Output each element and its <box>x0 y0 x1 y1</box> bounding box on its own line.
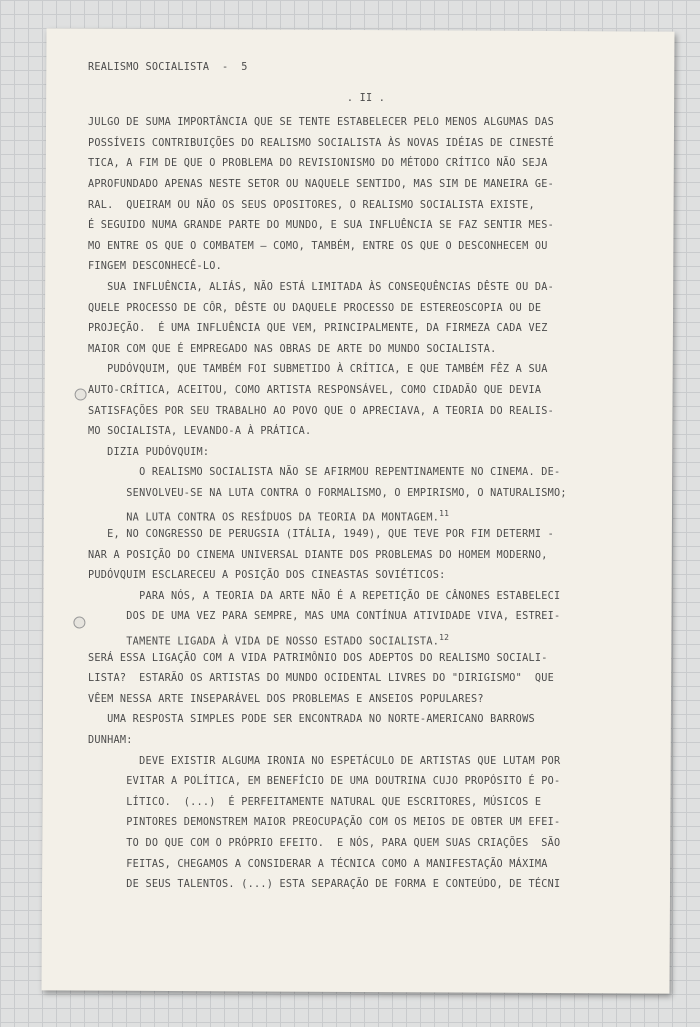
typed-text-block <box>88 58 644 896</box>
footnote-marker: 12 <box>439 633 450 643</box>
text-line: AUTO-CRÍTICA, ACEITOU, COMO ARTISTA RESPONSÁVEL, COMO CIDADÃO QUE DEVIA <box>88 384 542 396</box>
text-line: PROJEÇÃO. É UMA INFLUÊNCIA QUE VEM, PRINCIPALMENTE, DA FIRMEZA CADA VEZ <box>88 323 548 335</box>
punch-hole-mark <box>73 617 85 629</box>
text-line: RAL. QUEIRAM OU NÃO OS SEUS OPOSITORES, O REALISMO SOCIALISTA EXISTE, <box>88 199 535 211</box>
text-line: O REALISMO SOCIALISTA NÃO SE AFIRMOU REPENTINAMENTE NO CINEMA. DE- <box>88 467 561 479</box>
text-line: PUDÓVQUIM, QUE TAMBÉM FOI SUBMETIDO À CRÍTICA, E QUE TAMBÉM FÊZ A SUA <box>88 364 548 376</box>
text-line: SERÁ ESSA LIGAÇÃO COM A VIDA PATRIMÔNIO DOS ADEPTOS DO REALISMO SOCIALI- <box>88 652 548 664</box>
text-line: PUDÓVQUIM ESCLARECEU A POSIÇÃO DOS CINEASTAS SOVIÉTICOS: <box>88 570 446 582</box>
text-line: DEVE EXISTIR ALGUMA IRONIA NO ESPETÁCULO DE ARTISTAS QUE LUTAM POR <box>88 755 561 767</box>
text-line: NAR A POSIÇÃO DO CINEMA UNIVERSAL DIANTE DOS PROBLEMAS DO HOMEM MODERNO, <box>88 549 548 561</box>
text-line: TICA, A FIM DE QUE O PROBLEMA DO REVISIONISMO DO MÉTODO CRÍTICO NÃO SEJA <box>88 158 548 170</box>
text-line: MO SOCIALISTA, LEVANDO-A À PRÁTICA. <box>88 426 312 438</box>
text-line: DE SEUS TALENTOS. (...) ESTA SEPARAÇÃO DE FORMA E CONTEÚDO, DE TÉCNI <box>88 879 561 891</box>
text-line: LÍTICO. (...) É PERFEITAMENTE NATURAL QUE ESCRITORES, MÚSICOS E <box>88 796 542 808</box>
text-line: SUA INFLUÊNCIA, ALIÁS, NÃO ESTÁ LIMITADA ÀS CONSEQUÊNCIAS DÊSTE OU DA- <box>88 281 554 293</box>
text-line: E, NO CONGRESSO DE PERUGSIA (ITÁLIA, 1949), QUE TEVE POR FIM DETERMI - <box>88 529 554 541</box>
text-line: APROFUNDADO APENAS NESTE SETOR OU NAQUELE SENTIDO, MAS SIM DE MANEIRA GE- <box>88 178 554 190</box>
text-line: FINGEM DESCONHECÊ-LO. <box>88 261 223 273</box>
text-line: TO DO QUE COM O PRÓPRIO EFEITO. E NÓS, PARA QUEM SUAS CRIAÇÕES SÃO <box>88 837 561 849</box>
text-line-with-footnote <box>88 628 644 649</box>
text-line: MAIOR COM QUE É EMPREGADO NAS OBRAS DE ARTE DO MUNDO SOCIALISTA. <box>88 343 497 355</box>
text-line: É SEGUIDO NUMA GRANDE PARTE DO MUNDO, E SUA INFLUÊNCIA SE FAZ SENTIR MES- <box>88 220 554 232</box>
text-line: FEITAS, CHEGAMOS A CONSIDERAR A TÉCNICA COMO A MANIFESTAÇÃO MÁXIMA <box>88 858 548 870</box>
text-line: SENVOLVEU-SE NA LUTA CONTRA O FORMALISMO, O EMPIRISMO, O NATURALISMO; <box>88 487 567 499</box>
text-line-with-footnote <box>88 504 644 525</box>
text-line: SATISFAÇÕES POR SEU TRABALHO AO POVO QUE O APRECIAVA, A TEORIA DO REALIS- <box>88 405 554 417</box>
text-line: EVITAR A POLÍTICA, EM BENEFÍCIO DE UMA DOUTRINA CUJO PROPÓSITO É PO- <box>88 776 561 788</box>
text-line: NA LUTA CONTRA OS RESÍDUOS DA TEORIA DA MONTAGEM. <box>88 512 440 524</box>
text-line: VÊEM NESSA ARTE INSEPARÁVEL DOS PROBLEMAS E ANSEIOS POPULARES? <box>88 693 484 705</box>
running-header: REALISMO SOCIALISTA - 5 <box>88 62 248 73</box>
section-number: . II . <box>346 92 386 104</box>
text-line: LISTA? ESTARÃO OS ARTISTAS DO MUNDO OCIDENTAL LIVRES DO "DIRIGISMO" QUE <box>88 673 554 685</box>
punch-hole-mark <box>75 389 87 401</box>
text-line: JULGO DE SUMA IMPORTÂNCIA QUE SE TENTE ESTABELECER PELO MENOS ALGUMAS DAS <box>88 117 554 129</box>
text-line: QUELE PROCESSO DE CÔR, DÊSTE OU DAQUELE PROCESSO DE ESTEREOSCOPIA OU DE <box>88 302 542 314</box>
text-line: DIZIA PUDÓVQUIM: <box>88 446 210 458</box>
text-line: DOS DE UMA VEZ PARA SEMPRE, MAS UMA CONTÍNUA ATIVIDADE VIVA, ESTREI- <box>88 611 561 623</box>
footnote-marker: 11 <box>439 509 450 519</box>
text-line: UMA RESPOSTA SIMPLES PODE SER ENCONTRADA NO NORTE-AMERICANO BARROWS <box>88 714 535 726</box>
text-line: PARA NÓS, A TEORIA DA ARTE NÃO É A REPETIÇÃO DE CÂNONES ESTABELECI <box>88 590 561 602</box>
text-line: DUNHAM: <box>88 735 133 746</box>
text-line: PINTORES DEMONSTREM MAIOR PREOCUPAÇÃO COM OS MEIOS DE OBTER UM EFEI- <box>88 817 561 829</box>
text-line: POSSÍVEIS CONTRIBUIÇÕES DO REALISMO SOCIALISTA ÀS NOVAS IDÉIAS DE CINESTÉ <box>88 137 554 149</box>
text-line: MO ENTRE OS QUE O COMBATEM — COMO, TAMBÉM, ENTRE OS QUE O DESCONHECEM OU <box>88 240 548 252</box>
text-line: TAMENTE LIGADA À VIDA DE NOSSO ESTADO SOCIALISTA. <box>88 636 440 648</box>
